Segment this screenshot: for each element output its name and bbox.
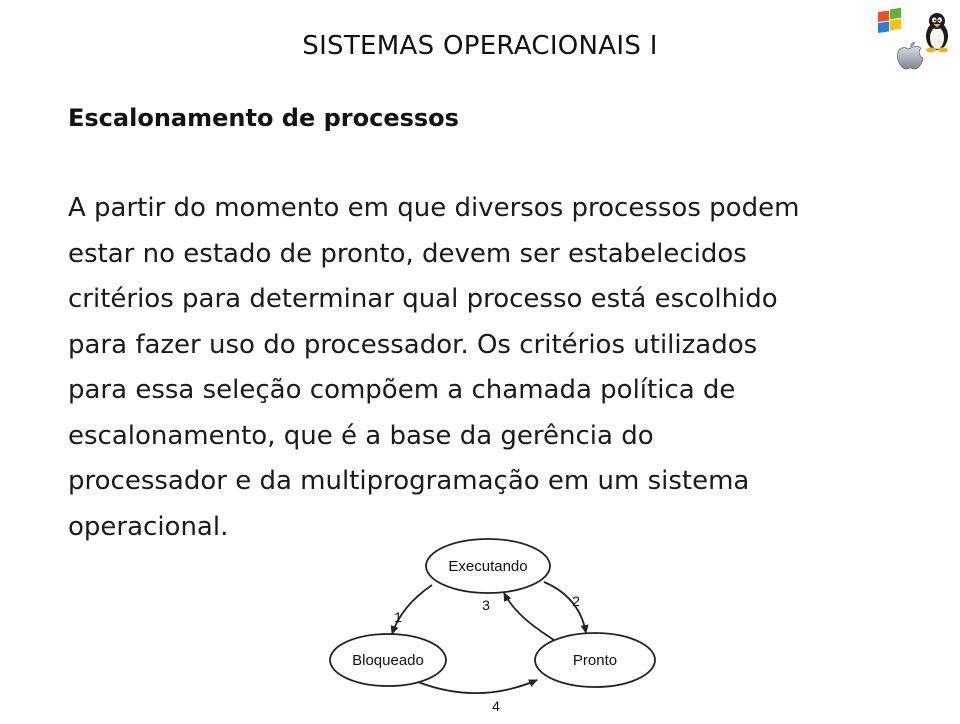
paragraph-line: estar no estado de pronto, devem ser estabelecidos xyxy=(68,238,747,269)
transition-label-1: 1 xyxy=(394,609,402,625)
paragraph-line: para fazer uso do processador. Os critérios utilizados xyxy=(68,329,758,360)
section-heading: Escalonamento de processos xyxy=(68,104,459,132)
windows-logo-icon xyxy=(878,8,901,33)
transition-label-2: 2 xyxy=(572,593,580,609)
paragraph-line: escalonamento, que é a base da gerência do xyxy=(68,420,654,451)
apple-logo-icon xyxy=(897,42,923,70)
transition-arrow-3 xyxy=(504,593,554,640)
transition-label-3: 3 xyxy=(482,597,490,613)
paragraph-line: A partir do momento em que diversos processos podem xyxy=(68,193,800,223)
process-state-diagram xyxy=(310,530,690,720)
paragraph xyxy=(68,186,928,550)
paragraph-line: para essa seleção compõem a chamada política de xyxy=(68,375,736,405)
state-label-executando: Executando xyxy=(448,558,528,575)
os-logos xyxy=(876,6,960,76)
transition-label-4: 4 xyxy=(492,698,500,714)
paragraph-line: critérios para determinar qual processo está escolhido xyxy=(68,284,778,314)
state-label-pronto: Pronto xyxy=(572,652,618,669)
state-label-bloqueado: Bloqueado xyxy=(352,652,424,669)
paragraph-line: operacional. xyxy=(68,511,229,542)
transition-arrow-4 xyxy=(418,680,537,693)
paragraph-line: processador e da multiprogramação em um sistema xyxy=(68,466,750,496)
linux-penguin-icon xyxy=(926,13,948,53)
slide-title: SISTEMAS OPERACIONAIS I xyxy=(302,31,658,61)
